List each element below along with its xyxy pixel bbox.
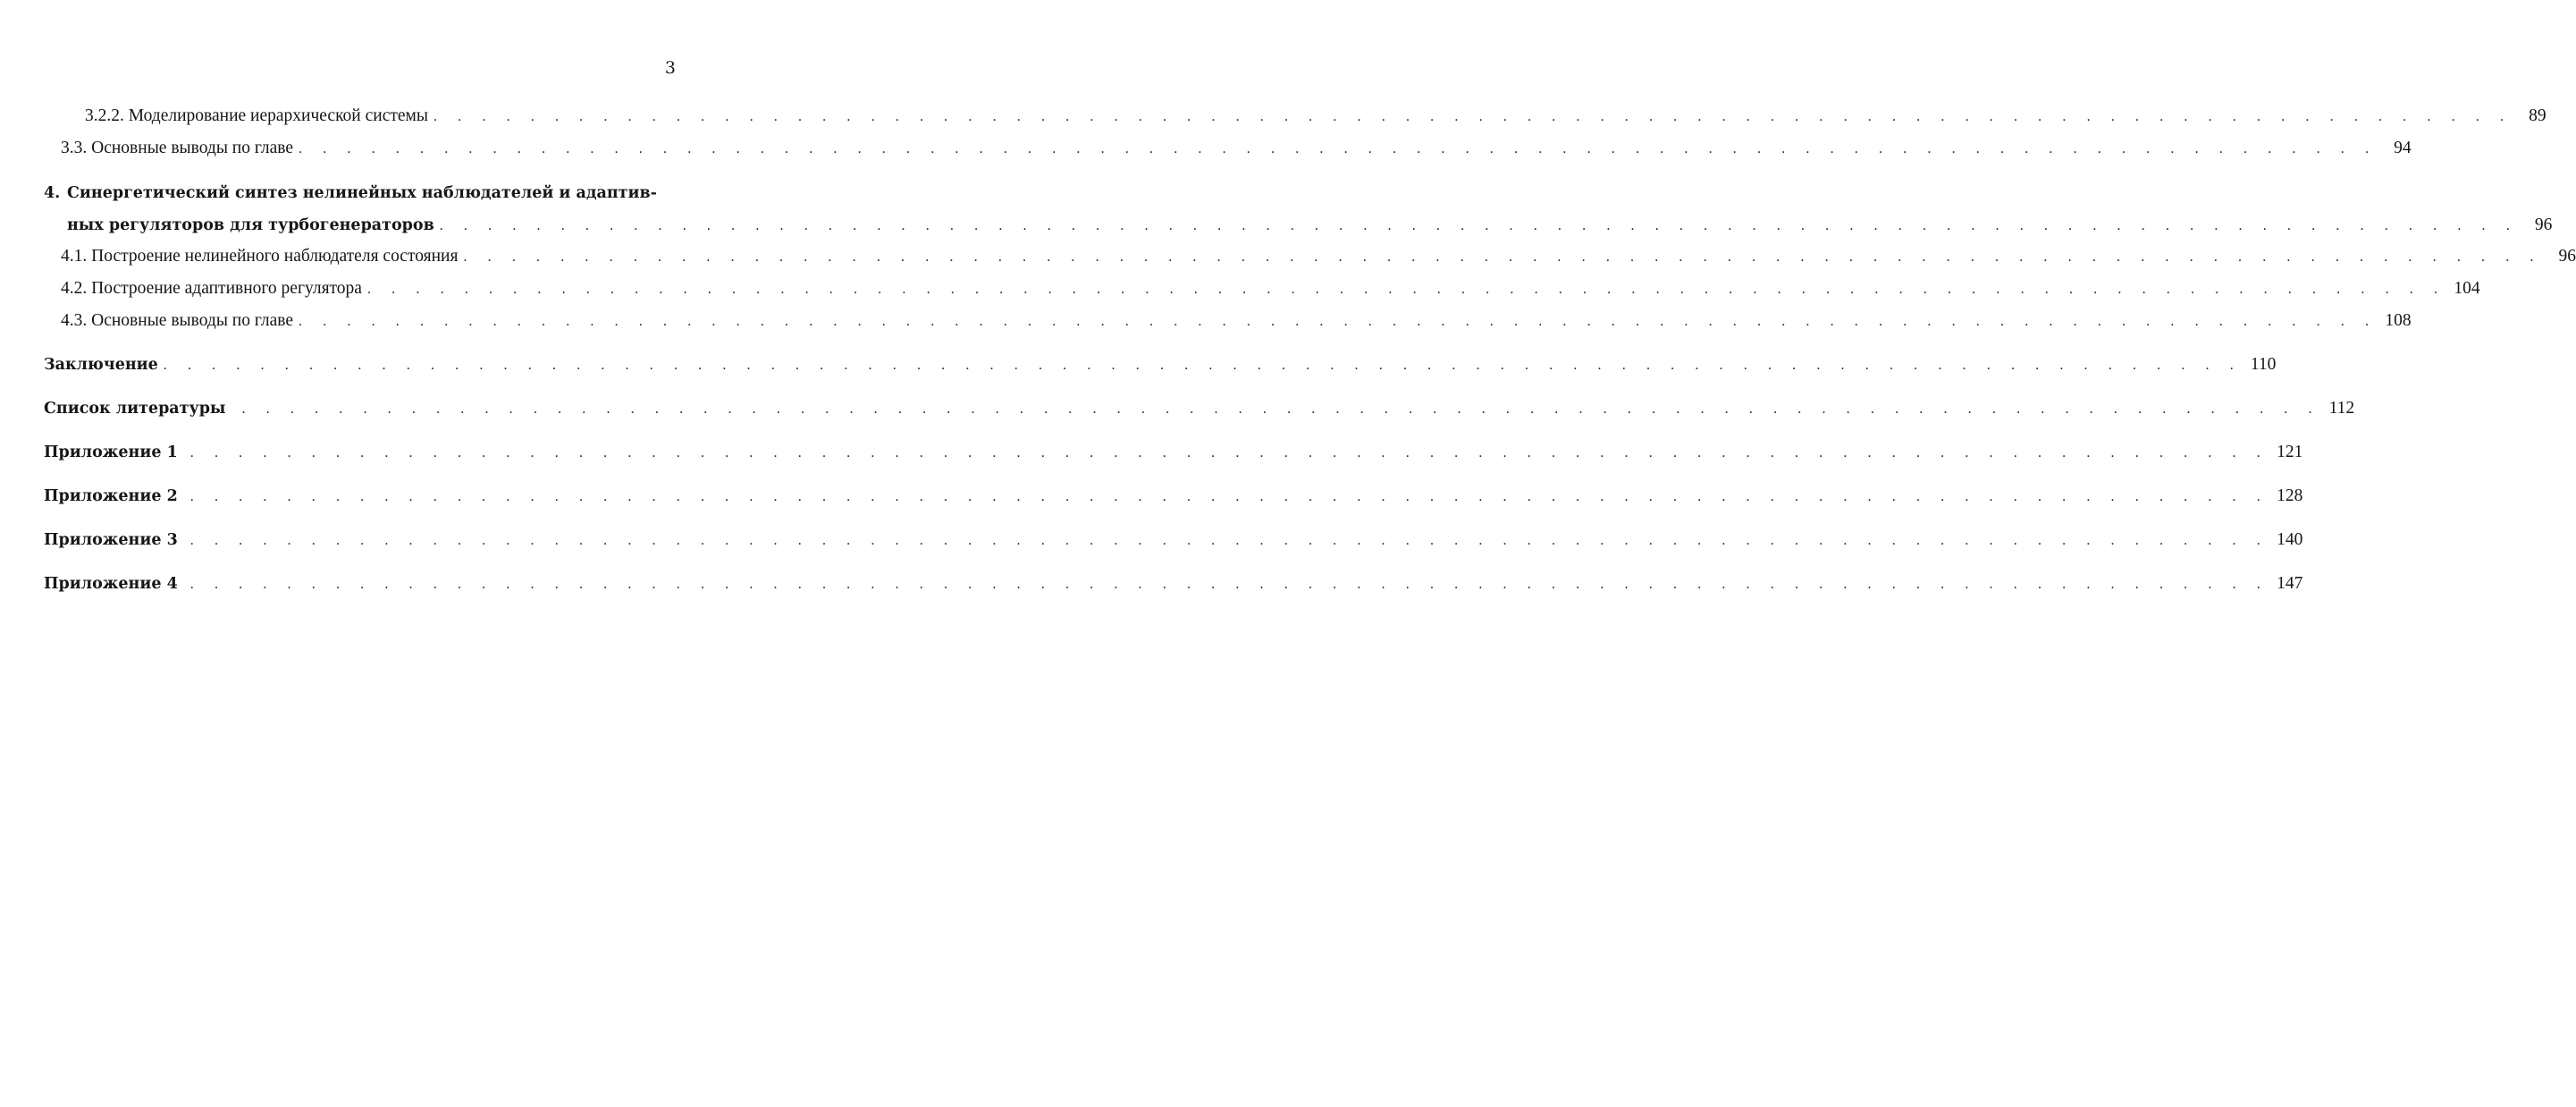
dot-leader: . . . . . . . . . . . . . . . . . . . . . . . . . . . . . . . . . . . . . . . . . . . . . . . . . . . . . . . . . . . . . . . . . . . . . . . . . . . . . . . . . . . . . . bbox=[299, 314, 2378, 329]
toc-entry-page: 108 bbox=[2385, 311, 2412, 330]
toc-entry-4-3[interactable] bbox=[44, 310, 2412, 333]
toc-entry-page: 94 bbox=[2394, 139, 2412, 157]
dot-leader: . . . . . . . . . . . . . . . . . . . . . . . . . . . . . . . . . . . . . . . . . . . . . . . . . . . . . . . . . . . . . . . . . . . . . . . . . . . . . . . . . . . . . . bbox=[299, 141, 2378, 156]
toc-entry-page: 104 bbox=[2454, 279, 2480, 298]
toc-entry-3-3[interactable] bbox=[44, 138, 2412, 160]
toc-entry-page: 96 bbox=[2558, 247, 2576, 266]
toc-entry-page: 110 bbox=[2250, 355, 2277, 374]
dot-leader: . . . . . . . . . . . . . . . . . . . . . . . . . . . . . . . . . . . . . . . . . . . . . . . . . . . . . . . . . . . . . . . . . . . . . . . . . . . . . . . . . . . . . . bbox=[189, 489, 2269, 504]
dot-leader: . . . . . . . . . . . . . . . . . . . . . . . . . . . . . . . . . . . . . . . . . . . . . . . . . . . . . . . . . . . . . . . . . . . . . . . . . . . . . . . . . . . . . . bbox=[189, 533, 2269, 548]
chapter-title-line-2: ных регуляторов для турбогенераторов bbox=[67, 216, 434, 234]
toc-entry-title: 4.3. Основные выводы по главе bbox=[61, 311, 293, 330]
dot-leader: . . . . . . . . . . . . . . . . . . . . . . . . . . . . . . . . . . . . . . . . . . . . . . . . . . . . . . . . . . . . . . . . . . . . . . . . . . . . . . . . . . . . . . bbox=[366, 282, 2446, 297]
dot-leader: . . . . . . . . . . . . . . . . . . . . . . . . . . . . . . . . . . . . . . . . . . . . . . . . . . . . . . . . . . . . . . . . . . . . . . . . . . . . . . . . . . . . . . bbox=[189, 445, 2269, 461]
dot-leader: . . . . . . . . . . . . . . . . . . . . . . . . . . . . . . . . . . . . . . . . . . . . . . . . . . . . . . . . . . . . . . . . . . . . . . . . . . . . . . . . . . . . . . bbox=[433, 109, 2513, 124]
toc-entry-title: Приложение 4 bbox=[44, 575, 178, 593]
toc-chapter-4[interactable] bbox=[44, 182, 2553, 237]
toc-entry-4-2[interactable] bbox=[44, 278, 2480, 300]
toc-entry-page: 112 bbox=[2328, 399, 2355, 418]
toc-entry-appendix-4[interactable] bbox=[44, 573, 2303, 596]
toc-entry-title: Заключение bbox=[44, 356, 158, 374]
toc-entry-page: 128 bbox=[2277, 486, 2303, 505]
toc-entry-title: 3.2.2. Моделирование иерархической системы bbox=[85, 106, 428, 125]
toc-entry-page: 96 bbox=[2534, 215, 2553, 234]
page-number: 3 bbox=[664, 58, 676, 78]
toc-entry-3-2-2[interactable] bbox=[44, 106, 2547, 128]
dot-leader: . . . . . . . . . . . . . . . . . . . . . . . . . . . . . . . . . . . . . . . . . . . . . . . . . . . . . . . . . . . . . . . . . . . . . . . . . . . . . . . . . . . . . . bbox=[189, 577, 2269, 592]
toc-entry-title: Приложение 1 bbox=[44, 444, 178, 461]
toc-entry-page: 147 bbox=[2277, 574, 2303, 593]
toc-entry-page: 140 bbox=[2277, 530, 2303, 549]
toc-entry-4-1[interactable] bbox=[44, 246, 2576, 268]
dot-leader: . . . . . . . . . . . . . . . . . . . . . . . . . . . . . . . . . . . . . . . . . . . . . . . . . . . . . . . . . . . . . . . . . . . . . . . . . . . . . . . . . . . . . . bbox=[439, 218, 2519, 233]
toc-entry-page: 121 bbox=[2277, 443, 2303, 461]
toc-entry-title: 3.3. Основные выводы по главе bbox=[61, 139, 293, 157]
chapter-title-line-1: Синергетический синтез нелинейных наблюдателей и адаптив- bbox=[67, 184, 657, 202]
toc-entry-title: 4.1. Построение нелинейного наблюдателя состояния bbox=[61, 247, 459, 266]
toc-entry-title: 4.2. Построение адаптивного регулятора bbox=[61, 279, 362, 298]
toc-entry-appendix-3[interactable] bbox=[44, 529, 2303, 552]
dot-leader: . . . . . . . . . . . . . . . . . . . . . . . . . . . . . . . . . . . . . . . . . . . . . . . . . . . . . . . . . . . . . . . . . . . . . . . . . . . . . . . . . . . . . . bbox=[241, 401, 2321, 417]
dot-leader: . . . . . . . . . . . . . . . . . . . . . . . . . . . . . . . . . . . . . . . . . . . . . . . . . . . . . . . . . . . . . . . . . . . . . . . . . . . . . . . . . . . . . . bbox=[163, 358, 2243, 373]
toc-entry-references[interactable] bbox=[44, 398, 2355, 420]
toc-entry-page: 89 bbox=[2529, 106, 2547, 125]
dot-leader: . . . . . . . . . . . . . . . . . . . . . . . . . . . . . . . . . . . . . . . . . . . . . . . . . . . . . . . . . . . . . . . . . . . . . . . . . . . . . . . . . . . . . . bbox=[463, 249, 2543, 265]
toc-entry-conclusion[interactable] bbox=[44, 354, 2277, 376]
toc-entry-title: Приложение 3 bbox=[44, 531, 178, 549]
toc-entry-title: Приложение 2 bbox=[44, 487, 178, 505]
chapter-number: 4. bbox=[44, 184, 61, 202]
toc-entry-appendix-1[interactable] bbox=[44, 442, 2303, 464]
toc-entry-appendix-2[interactable] bbox=[44, 486, 2303, 508]
toc-entry-title: Список литературы bbox=[44, 400, 226, 418]
